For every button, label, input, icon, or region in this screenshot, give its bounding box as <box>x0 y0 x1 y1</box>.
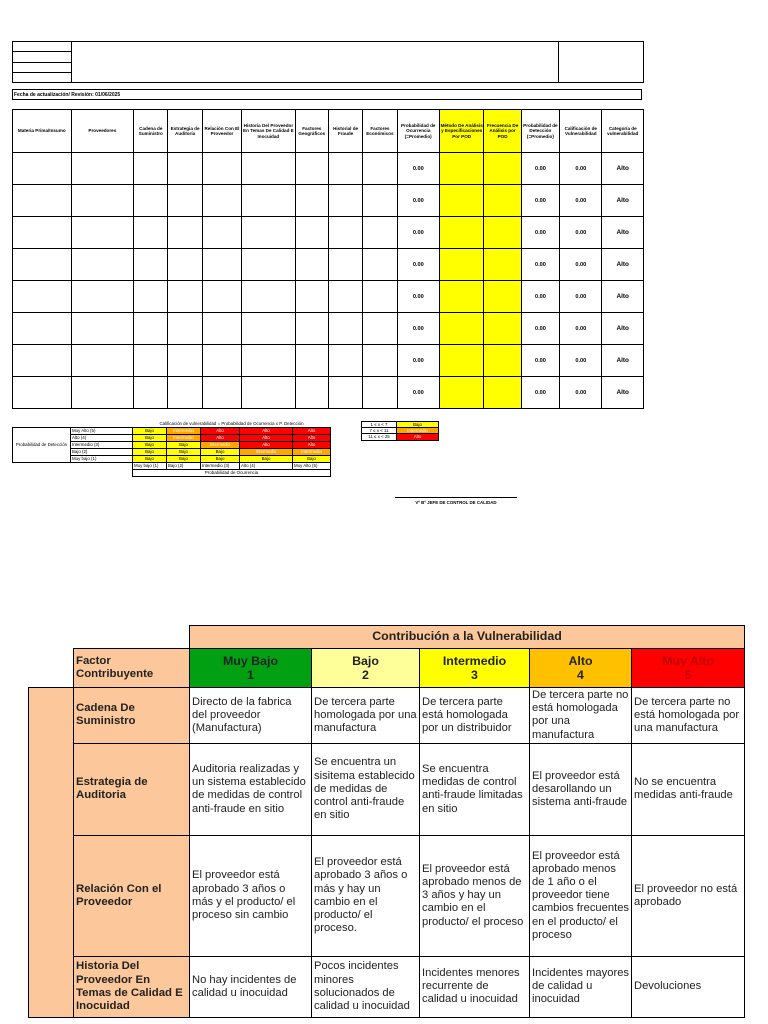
input-cell <box>242 345 296 377</box>
level-number: 5 <box>684 668 692 682</box>
input-cell <box>242 185 296 217</box>
calificacion-cell: 0.00 <box>560 185 602 217</box>
input-cell <box>168 185 202 217</box>
input-cell <box>439 345 483 377</box>
side-band <box>29 688 74 1018</box>
input-cell <box>328 345 362 377</box>
ocurrencia-cell: 0.00 <box>397 345 439 377</box>
input-cell <box>242 217 296 249</box>
input-cell <box>71 249 134 281</box>
categoria-cell: Alto <box>602 249 644 281</box>
input-cell <box>168 377 202 409</box>
criteria-cell: Se encuentra medidas de control anti-fraude limitadas en sitio <box>420 743 530 835</box>
input-cell <box>484 217 521 249</box>
input-cell <box>13 345 72 377</box>
matrix-cell: Bajo <box>133 442 167 449</box>
deteccion-cell: 0.00 <box>521 313 559 345</box>
matrix-cell: Intermedio <box>201 442 240 449</box>
categoria-cell: Alto <box>602 313 644 345</box>
column-header: Calificación de Vulnerabilidad <box>560 110 602 153</box>
matrix-cell: Alto <box>293 435 331 442</box>
input-cell <box>202 249 241 281</box>
column-header: Proveedores <box>71 110 134 153</box>
contribution-row <box>29 688 745 744</box>
input-cell <box>363 249 397 281</box>
input-cell <box>484 377 521 409</box>
matrix-title: Calificación de vulnerabilidad = Probabilidad de Ocurrencia x P. Detección <box>133 421 331 428</box>
row-level: Muy Alto (5) <box>71 428 133 435</box>
input-cell <box>295 313 328 345</box>
input-cell <box>71 217 134 249</box>
row-level: Bajo (2) <box>71 449 133 456</box>
criteria-cell: Auditoria realizadas y un sistema establecido de medidas de control anti-fraude en sitio <box>190 743 312 835</box>
input-cell <box>242 281 296 313</box>
input-cell <box>202 281 241 313</box>
level-header-row <box>29 649 745 688</box>
input-cell <box>202 185 241 217</box>
input-cell <box>134 185 168 217</box>
input-cell <box>439 281 483 313</box>
matrix-cell: Intermedio <box>240 449 293 456</box>
input-cell <box>242 249 296 281</box>
matrix-cell: Bajo <box>133 449 167 456</box>
input-cell <box>363 153 397 185</box>
calificacion-cell: 0.00 <box>560 249 602 281</box>
level-name: Intermedio <box>442 654 507 668</box>
matrix-cell: Bajo <box>133 435 167 442</box>
input-cell <box>295 281 328 313</box>
input-cell <box>71 345 134 377</box>
vulnerability-table <box>12 109 644 409</box>
input-cell <box>328 377 362 409</box>
deteccion-cell: 0.00 <box>521 281 559 313</box>
input-cell <box>439 249 483 281</box>
level-name: Muy Bajo <box>222 654 279 668</box>
contribution-table <box>28 625 745 1018</box>
calificacion-cell: 0.00 <box>560 377 602 409</box>
input-cell <box>71 185 134 217</box>
input-cell <box>71 153 134 185</box>
column-header: Historial de Fraude <box>328 110 362 153</box>
calificacion-cell: 0.00 <box>560 345 602 377</box>
input-cell <box>328 153 362 185</box>
signature-line: Vº Bº JEFE DE CONTROL DE CALIDAD <box>395 497 517 505</box>
matrix-cell: Alto <box>293 428 331 435</box>
column-header: Materia Prima/Insumo <box>13 110 72 153</box>
input-cell <box>484 281 521 313</box>
input-cell <box>134 345 168 377</box>
input-cell <box>134 313 168 345</box>
matrix-cell: Intermedio <box>293 449 331 456</box>
matrix-cell: Bajo <box>201 449 240 456</box>
deteccion-cell: 0.00 <box>521 153 559 185</box>
legend-label: Alto <box>397 434 439 440</box>
input-cell <box>439 185 483 217</box>
contribution-title-row <box>29 626 745 649</box>
column-header: Factores Geográficos <box>295 110 328 153</box>
criteria-cell: Incidentes mayores de calidad u inocuidad <box>530 956 632 1017</box>
input-cell <box>484 153 521 185</box>
input-cell <box>295 217 328 249</box>
header-cell <box>13 72 72 82</box>
criteria-cell: El proveedor está aprobado menos de 3 años y hay un cambio en el producto/ el proceso <box>420 835 530 956</box>
input-cell <box>134 281 168 313</box>
risk-legend <box>361 421 439 441</box>
categoria-cell: Alto <box>602 217 644 249</box>
input-cell <box>295 185 328 217</box>
matrix-col-axis-row <box>13 470 331 477</box>
factor-name: Estrategia de Auditoria <box>74 743 190 835</box>
level-name: Muy Alto <box>662 654 714 668</box>
input-cell <box>328 185 362 217</box>
deteccion-cell: 0.00 <box>521 217 559 249</box>
input-cell <box>13 185 72 217</box>
input-cell <box>295 153 328 185</box>
matrix-cell: Bajo <box>240 456 293 463</box>
categoria-cell: Alto <box>602 185 644 217</box>
column-header: Cadena de Suministro <box>134 110 168 153</box>
contribution-title: Contribución a la Vulnerabilidad <box>190 626 745 649</box>
input-cell <box>13 153 72 185</box>
column-header: Probabilidad de Detección (=Promedio) <box>521 110 559 153</box>
header-cell <box>13 52 72 62</box>
input-cell <box>168 249 202 281</box>
column-header: Relación Con El Proveedor <box>202 110 241 153</box>
blank-cell <box>13 470 71 477</box>
criteria-cell: Se encuentra un sisitema establecido de medidas de control anti-fraude en sitio <box>312 743 420 835</box>
matrix-cell: Bajo <box>133 428 167 435</box>
matrix-cell: Alto <box>293 442 331 449</box>
input-cell <box>295 345 328 377</box>
ocurrencia-cell: 0.00 <box>397 153 439 185</box>
col-level: Intermedio (3) <box>201 463 240 470</box>
table-row <box>13 249 644 281</box>
input-cell <box>71 377 134 409</box>
criteria-cell: De tercera parte está homologada por un distribuidor <box>420 688 530 744</box>
criteria-cell: Incidentes menores recurrente de calidad u inocuidad <box>420 956 530 1017</box>
col-axis-label: Probabilidad de Ocurrencia <box>133 470 331 477</box>
input-cell <box>13 313 72 345</box>
table-row <box>13 185 644 217</box>
table-row <box>13 217 644 249</box>
matrix-cell: Bajo <box>293 456 331 463</box>
deteccion-cell: 0.00 <box>521 185 559 217</box>
column-header: Probabilidad de Ocurrencia (=Promedio) <box>397 110 439 153</box>
input-cell <box>328 313 362 345</box>
level-name: Bajo <box>352 654 379 668</box>
input-cell <box>168 217 202 249</box>
criteria-cell: Devoluciones <box>632 956 745 1017</box>
input-cell <box>134 153 168 185</box>
input-cell <box>363 345 397 377</box>
contribution-row <box>29 956 745 1017</box>
ocurrencia-cell: 0.00 <box>397 249 439 281</box>
input-cell <box>439 313 483 345</box>
criteria-cell: El proveedor no está aprobado <box>632 835 745 956</box>
col-level: Muy bajo (1) <box>133 463 167 470</box>
level-header <box>530 649 632 688</box>
blank-cell <box>13 463 71 470</box>
matrix-cell: Bajo <box>167 449 201 456</box>
input-cell <box>484 345 521 377</box>
input-cell <box>168 345 202 377</box>
column-header: Historia Del Proveedor En Temas De Calidad E Inocuidad <box>242 110 296 153</box>
calificacion-cell: 0.00 <box>560 217 602 249</box>
input-cell <box>242 153 296 185</box>
criteria-cell: De tercera parte no está homologada por una manufactura <box>530 688 632 744</box>
input-cell <box>439 217 483 249</box>
criteria-cell: Pocos incidentes minores solucionados de calidad u inocuidad <box>312 956 420 1017</box>
matrix-col-levels <box>13 463 331 470</box>
ocurrencia-cell: 0.00 <box>397 377 439 409</box>
column-header: Estrategia de Auditoría <box>168 110 202 153</box>
ocurrencia-cell: 0.00 <box>397 281 439 313</box>
input-cell <box>328 217 362 249</box>
input-cell <box>13 281 72 313</box>
matrix-cell: Alto <box>201 435 240 442</box>
input-cell <box>363 217 397 249</box>
matrix-cell: Intermedio <box>167 435 201 442</box>
col-level: Bajo (2) <box>167 463 201 470</box>
contribution-row <box>29 835 745 956</box>
table-row <box>13 345 644 377</box>
header-box <box>12 41 644 83</box>
ocurrencia-cell: 0.00 <box>397 313 439 345</box>
factor-name: Cadena De Suministro <box>74 688 190 744</box>
input-cell <box>134 249 168 281</box>
level-header <box>312 649 420 688</box>
level-header <box>420 649 530 688</box>
legend-label: Bajo <box>397 422 439 428</box>
input-cell <box>168 313 202 345</box>
matrix-cell: Alto <box>240 428 293 435</box>
matrix-cell: Bajo <box>167 442 201 449</box>
categoria-cell: Alto <box>602 377 644 409</box>
input-cell <box>242 313 296 345</box>
blank-cell <box>71 463 133 470</box>
column-header: Frecuencia De Análisis por POD <box>484 110 521 153</box>
legend-range: 7 ≤ x < 11 <box>362 428 397 434</box>
matrix-cell: Alto <box>201 428 240 435</box>
header-cell <box>13 42 72 52</box>
level-number: 4 <box>577 668 584 682</box>
input-cell <box>202 217 241 249</box>
criteria-cell: De tercera parte no está homologada por una manufactura <box>632 688 745 744</box>
matrix-row <box>13 428 331 435</box>
criteria-cell: El proveedor está aprobado 3 años o más y el producto/ el proceso sin cambio <box>190 835 312 956</box>
input-cell <box>439 377 483 409</box>
level-number: 1 <box>247 668 254 682</box>
legend-range: 11 ≤ x < 25 <box>362 434 397 440</box>
categoria-cell: Alto <box>602 153 644 185</box>
input-cell <box>363 281 397 313</box>
row-level: Alto (4) <box>71 435 133 442</box>
vulnerability-matrix <box>12 421 331 477</box>
categoria-cell: Alto <box>602 345 644 377</box>
input-cell <box>134 217 168 249</box>
input-cell <box>13 217 72 249</box>
table-row <box>13 377 644 409</box>
table-row <box>13 313 644 345</box>
criteria-cell: El proveedor está aprobado 3 años o más y hay un cambio en el producto/ el proceso. <box>312 835 420 956</box>
input-cell <box>202 345 241 377</box>
input-cell <box>168 153 202 185</box>
column-header: Factores Económicos <box>363 110 397 153</box>
ocurrencia-cell: 0.00 <box>397 217 439 249</box>
input-cell <box>295 377 328 409</box>
row-level: Intermedio (3) <box>71 442 133 449</box>
row-axis-label: Probabilidad de Detección <box>13 428 71 463</box>
input-cell <box>13 249 72 281</box>
calificacion-cell: 0.00 <box>560 281 602 313</box>
col-level: Muy Alto (5) <box>293 463 331 470</box>
input-cell <box>363 377 397 409</box>
level-number: 3 <box>471 668 478 682</box>
level-header <box>632 649 745 688</box>
matrix-cell: Bajo <box>133 456 167 463</box>
input-cell <box>484 249 521 281</box>
row-level: Muy bajo (1) <box>71 456 133 463</box>
criteria-cell: Directo de la fabrica del proveedor (Manufactura) <box>190 688 312 744</box>
criteria-cell: No se encuentra medidas anti-fraude <box>632 743 745 835</box>
input-cell <box>363 313 397 345</box>
header-cell <box>13 62 72 72</box>
column-header: Categoría de vulnerabilidad <box>602 110 644 153</box>
criteria-cell: El proveedor está aprobado menos de 1 año o el proveedor tiene cambios frecuentes en el producto/ el proceso <box>530 835 632 956</box>
matrix-cell: Bajo <box>201 456 240 463</box>
contribution-row <box>29 743 745 835</box>
table-row <box>13 153 644 185</box>
factor-name: Relación Con el Proveedor <box>74 835 190 956</box>
matrix-cell: Bajo <box>167 456 201 463</box>
input-cell <box>242 377 296 409</box>
legend-row <box>362 434 439 440</box>
input-cell <box>13 377 72 409</box>
header-code-cell <box>559 42 644 83</box>
level-header <box>190 649 312 688</box>
column-header: Método De Análisis y Especificaciones Por POD <box>439 110 483 153</box>
matrix-cell: Alto <box>240 442 293 449</box>
factor-name: Historia Del Proveedor En Temas de Calidad E Inocuidad <box>74 956 190 1017</box>
legend-label: Intermedio <box>397 428 439 434</box>
level-name: Alto <box>568 654 593 668</box>
criteria-cell: No hay incidentes de calidad u inocuidad <box>190 956 312 1017</box>
col-level: Alto (4) <box>240 463 293 470</box>
input-cell <box>202 377 241 409</box>
categoria-cell: Alto <box>602 281 644 313</box>
input-cell <box>484 185 521 217</box>
input-cell <box>295 249 328 281</box>
blank-cell <box>71 470 133 477</box>
calificacion-cell: 0.00 <box>560 313 602 345</box>
matrix-cell: Intermedio <box>167 428 201 435</box>
table-row <box>13 281 644 313</box>
input-cell <box>439 153 483 185</box>
deteccion-cell: 0.00 <box>521 345 559 377</box>
input-cell <box>202 153 241 185</box>
input-cell <box>134 377 168 409</box>
input-cell <box>168 281 202 313</box>
matrix-cell: Alto <box>240 435 293 442</box>
header-title-cell <box>71 42 558 83</box>
calificacion-cell: 0.00 <box>560 153 602 185</box>
blank-cell <box>29 626 190 649</box>
deteccion-cell: 0.00 <box>521 377 559 409</box>
input-cell <box>328 249 362 281</box>
input-cell <box>71 281 134 313</box>
factor-header: Factor Contribuyente <box>74 649 190 688</box>
criteria-cell: De tercera parte homologada por una manufactura <box>312 688 420 744</box>
level-number: 2 <box>362 668 369 682</box>
input-cell <box>202 313 241 345</box>
input-cell <box>71 313 134 345</box>
criteria-cell: El proveedor está desarollando un sistema anti-fraude <box>530 743 632 835</box>
legend-range: 1 ≤ x < 7 <box>362 422 397 428</box>
input-cell <box>363 185 397 217</box>
deteccion-cell: 0.00 <box>521 249 559 281</box>
blank-cell <box>29 649 74 688</box>
revision-date: Fecha de actualización/ Revisión: 01/06/2025 <box>12 89 642 100</box>
ocurrencia-cell: 0.00 <box>397 185 439 217</box>
input-cell <box>328 281 362 313</box>
input-cell <box>484 313 521 345</box>
